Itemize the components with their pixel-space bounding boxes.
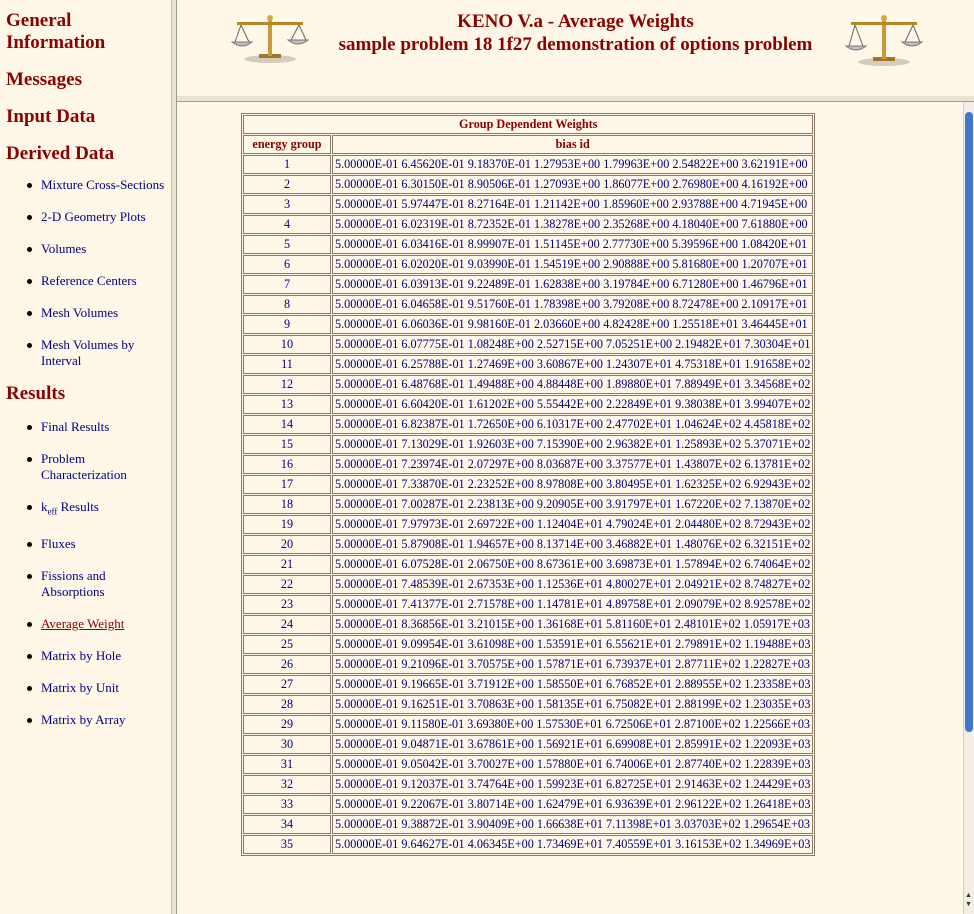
table-row xyxy=(243,495,813,514)
bias-weights-cell: 5.00000E-01 9.16251E-01 3.70863E+00 1.58135E+01 6.75082E+01 2.88199E+02 1.23035E+03 xyxy=(332,695,813,714)
energy-group-cell: 25 xyxy=(243,635,331,654)
table-row xyxy=(243,795,813,814)
energy-group-cell: 35 xyxy=(243,835,331,854)
energy-group-cell: 4 xyxy=(243,215,331,234)
nav-problem-characterization[interactable]: Problem Characterization xyxy=(0,451,171,483)
nav-reference-centers[interactable]: Reference Centers xyxy=(0,273,171,289)
energy-group-cell: 6 xyxy=(243,255,331,274)
content-frame xyxy=(177,102,963,914)
bias-weights-cell: 5.00000E-01 9.11580E-01 3.69380E+00 1.57530E+01 6.72506E+01 2.87100E+02 1.22566E+03 xyxy=(332,715,813,734)
table-row xyxy=(243,355,813,374)
nav-input-data[interactable]: Input Data xyxy=(6,106,96,127)
bias-weights-cell: 5.00000E-01 7.00287E-01 2.23813E+00 9.20905E+00 3.91797E+01 1.67220E+02 7.13870E+02 xyxy=(332,495,813,514)
bias-weights-cell: 5.00000E-01 6.45620E-01 9.18370E-01 1.27953E+00 1.79963E+00 2.54822E+00 3.62191E+00 xyxy=(332,155,813,174)
table-row xyxy=(243,375,813,394)
bias-weights-cell: 5.00000E-01 8.36856E-01 3.21015E+00 1.36168E+01 5.81160E+01 2.48101E+02 1.05917E+03 xyxy=(332,615,813,634)
column-header-energy-group: energy group xyxy=(243,135,331,154)
energy-group-cell: 17 xyxy=(243,475,331,494)
bias-weights-cell: 5.00000E-01 5.97447E-01 8.27164E-01 1.21142E+00 1.85960E+00 2.93788E+00 4.71945E+00 xyxy=(332,195,813,214)
energy-group-cell: 7 xyxy=(243,275,331,294)
table-row xyxy=(243,695,813,714)
nav-fissions-and-absorptions[interactable]: Fissions and Absorptions xyxy=(0,568,171,600)
bias-weights-cell: 5.00000E-01 7.41377E-01 2.71578E+00 1.14781E+01 4.89758E+01 2.09079E+02 8.92578E+02 xyxy=(332,595,813,614)
table-body xyxy=(243,155,813,854)
table-row xyxy=(243,435,813,454)
bias-weights-cell: 5.00000E-01 9.38872E-01 3.90409E+00 1.66638E+01 7.11398E+01 3.03703E+02 1.29654E+03 xyxy=(332,815,813,834)
table-row xyxy=(243,395,813,414)
nav-messages[interactable]: Messages xyxy=(6,69,82,90)
table-row xyxy=(243,715,813,734)
table-caption: Group Dependent Weights xyxy=(243,115,813,134)
bias-weights-cell: 5.00000E-01 6.30150E-01 8.90506E-01 1.27093E+00 1.86077E+00 2.76980E+00 4.16192E+00 xyxy=(332,175,813,194)
energy-group-cell: 15 xyxy=(243,435,331,454)
energy-group-cell: 24 xyxy=(243,615,331,634)
bias-weights-cell: 5.00000E-01 9.19665E-01 3.71912E+00 1.58550E+01 6.76852E+01 2.88955E+02 1.23358E+03 xyxy=(332,675,813,694)
banner-frame xyxy=(177,0,974,97)
bias-weights-cell: 5.00000E-01 9.21096E-01 3.70575E+00 1.57871E+01 6.73937E+01 2.87711E+02 1.22827E+03 xyxy=(332,655,813,674)
energy-group-cell: 33 xyxy=(243,795,331,814)
column-header-bias-id: bias id xyxy=(332,135,813,154)
scroll-up-arrow-icon[interactable]: ▲ xyxy=(965,891,972,899)
bias-weights-cell: 5.00000E-01 9.04871E-01 3.67861E+00 1.56921E+01 6.69908E+01 2.85991E+02 1.22093E+03 xyxy=(332,735,813,754)
bias-weights-cell: 5.00000E-01 9.64627E-01 4.06345E+00 1.73469E+01 7.40559E+01 3.16153E+02 1.34969E+03 xyxy=(332,835,813,854)
table-row xyxy=(243,535,813,554)
energy-group-cell: 10 xyxy=(243,335,331,354)
table-row xyxy=(243,595,813,614)
energy-group-cell: 20 xyxy=(243,535,331,554)
group-dependent-weights-table xyxy=(241,113,815,856)
energy-group-cell: 3 xyxy=(243,195,331,214)
table-row xyxy=(243,415,813,434)
nav-general-information[interactable]: General Information xyxy=(6,10,106,53)
bias-weights-cell: 5.00000E-01 6.03416E-01 8.99907E-01 1.51145E+00 2.77730E+00 5.39596E+00 1.08420E+01 xyxy=(332,235,813,254)
bias-weights-cell: 5.00000E-01 6.25788E-01 1.27469E+00 3.60867E+00 1.24307E+01 4.75318E+01 1.91658E+02 xyxy=(332,355,813,374)
balance-scale-icon xyxy=(845,12,923,68)
bias-weights-cell: 5.00000E-01 6.02020E-01 9.03990E-01 1.54519E+00 2.90888E+00 5.81680E+00 1.20707E+01 xyxy=(332,255,813,274)
table-row xyxy=(243,655,813,674)
energy-group-cell: 14 xyxy=(243,415,331,434)
energy-group-cell: 11 xyxy=(243,355,331,374)
nav-keff-results[interactable] xyxy=(0,499,171,520)
bias-weights-cell: 5.00000E-01 7.48539E-01 2.67353E+00 1.12536E+01 4.80027E+01 2.04921E+02 8.74827E+02 xyxy=(332,575,813,594)
table-row xyxy=(243,175,813,194)
energy-group-cell: 31 xyxy=(243,755,331,774)
nav-geometry-plots[interactable]: 2-D Geometry Plots xyxy=(0,209,171,225)
energy-group-cell: 22 xyxy=(243,575,331,594)
bias-weights-cell: 5.00000E-01 5.87908E-01 1.94657E+00 8.13714E+00 3.46882E+01 1.48076E+02 6.32151E+02 xyxy=(332,535,813,554)
energy-group-cell: 34 xyxy=(243,815,331,834)
table-row xyxy=(243,735,813,754)
bias-weights-cell: 5.00000E-01 6.82387E-01 1.72650E+00 6.10317E+00 2.47702E+01 1.04624E+02 4.45818E+02 xyxy=(332,415,813,434)
nav-average-weight[interactable]: Average Weight xyxy=(0,616,171,632)
energy-group-cell: 19 xyxy=(243,515,331,534)
nav-mesh-volumes[interactable]: Mesh Volumes xyxy=(0,305,171,321)
table-row xyxy=(243,635,813,654)
table-row xyxy=(243,555,813,574)
energy-group-cell: 8 xyxy=(243,295,331,314)
keff-k: k xyxy=(41,499,48,514)
energy-group-cell: 16 xyxy=(243,455,331,474)
nav-derived-data[interactable]: Derived Data xyxy=(6,143,115,164)
energy-group-cell: 28 xyxy=(243,695,331,714)
bias-weights-cell: 5.00000E-01 9.09954E-01 3.61098E+00 1.53591E+01 6.55621E+01 2.79891E+02 1.19488E+03 xyxy=(332,635,813,654)
table-row xyxy=(243,155,813,174)
energy-group-cell: 21 xyxy=(243,555,331,574)
banner-title: KENO V.a - Average Weights xyxy=(457,11,694,32)
table-row xyxy=(243,255,813,274)
nav-volumes[interactable]: Volumes xyxy=(0,241,171,257)
energy-group-cell: 9 xyxy=(243,315,331,334)
energy-group-cell: 26 xyxy=(243,655,331,674)
bias-weights-cell: 5.00000E-01 9.22067E-01 3.80714E+00 1.62479E+01 6.93639E+01 2.96122E+02 1.26418E+03 xyxy=(332,795,813,814)
banner-subtitle: sample problem 18 1f27 demonstration of options problem xyxy=(338,34,813,55)
bias-weights-cell: 5.00000E-01 9.05042E-01 3.70027E+00 1.57880E+01 6.74006E+01 2.87740E+02 1.22839E+03 xyxy=(332,755,813,774)
bias-weights-cell: 5.00000E-01 9.12037E-01 3.74764E+00 1.59923E+01 6.82725E+01 2.91463E+02 1.24429E+03 xyxy=(332,775,813,794)
bias-weights-cell: 5.00000E-01 6.04658E-01 9.51760E-01 1.78398E+00 3.79208E+00 8.72478E+00 2.10917E+01 xyxy=(332,295,813,314)
bias-weights-cell: 5.00000E-01 6.06036E-01 9.98160E-01 2.03660E+00 4.82428E+00 1.25518E+01 3.46445E+01 xyxy=(332,315,813,334)
energy-group-cell: 1 xyxy=(243,155,331,174)
table-row xyxy=(243,315,813,334)
bias-weights-cell: 5.00000E-01 6.48768E-01 1.49488E+00 4.88448E+00 1.89880E+01 7.88949E+01 3.34568E+02 xyxy=(332,375,813,394)
nav-matrix-by-array[interactable]: Matrix by Array xyxy=(0,712,171,728)
energy-group-cell: 13 xyxy=(243,395,331,414)
table-row xyxy=(243,335,813,354)
energy-group-cell: 27 xyxy=(243,675,331,694)
energy-group-cell: 30 xyxy=(243,735,331,754)
nav-final-results[interactable]: Final Results xyxy=(0,419,171,435)
bias-weights-cell: 5.00000E-01 6.07775E-01 1.08248E+00 2.52715E+00 7.05251E+00 2.19482E+01 7.30304E+01 xyxy=(332,335,813,354)
table-row xyxy=(243,215,813,234)
table-row xyxy=(243,575,813,594)
keff-subscript: eff xyxy=(47,506,58,517)
nav-fluxes[interactable]: Fluxes xyxy=(0,536,171,552)
nav-mixture-cross-sections[interactable]: Mixture Cross-Sections xyxy=(0,177,171,193)
table-row xyxy=(243,295,813,314)
bias-weights-cell: 5.00000E-01 7.23974E-01 2.07297E+00 8.03687E+00 3.37577E+01 1.43807E+02 6.13781E+02 xyxy=(332,455,813,474)
bias-weights-cell: 5.00000E-01 6.02319E-01 8.72352E-01 1.38278E+00 2.35268E+00 4.18040E+00 7.61880E+00 xyxy=(332,215,813,234)
table-row xyxy=(243,615,813,634)
table-row xyxy=(243,775,813,794)
bias-weights-cell: 5.00000E-01 7.97973E-01 2.69722E+00 1.12404E+01 4.79024E+01 2.04480E+02 8.72943E+02 xyxy=(332,515,813,534)
table-row xyxy=(243,755,813,774)
bias-weights-cell: 5.00000E-01 6.03913E-01 9.22489E-01 1.62838E+00 3.19784E+00 6.71280E+00 1.46796E+01 xyxy=(332,275,813,294)
nav-matrix-by-unit[interactable]: Matrix by Unit xyxy=(0,680,171,696)
scroll-down-arrow-icon[interactable]: ▼ xyxy=(965,900,972,908)
table-row xyxy=(243,835,813,854)
table-row xyxy=(243,275,813,294)
nav-results[interactable]: Results xyxy=(6,383,66,404)
vertical-scrollbar[interactable] xyxy=(963,102,974,914)
derived-data-list xyxy=(0,177,171,369)
table-row xyxy=(243,195,813,214)
energy-group-cell: 12 xyxy=(243,375,331,394)
energy-group-cell: 2 xyxy=(243,175,331,194)
bias-weights-cell: 5.00000E-01 7.13029E-01 1.92603E+00 7.15390E+00 2.96382E+01 1.25893E+02 5.37071E+02 xyxy=(332,435,813,454)
bias-weights-cell: 5.00000E-01 6.07528E-01 2.06750E+00 8.67361E+00 3.69873E+01 1.57894E+02 6.74064E+02 xyxy=(332,555,813,574)
table-row xyxy=(243,475,813,494)
nav-matrix-by-hole[interactable]: Matrix by Hole xyxy=(0,648,171,664)
nav-mesh-volumes-by-interval[interactable]: Mesh Volumes by Interval xyxy=(0,337,171,369)
table-row xyxy=(243,515,813,534)
energy-group-cell: 18 xyxy=(243,495,331,514)
table-row xyxy=(243,675,813,694)
keff-label: Results xyxy=(57,499,99,514)
results-list xyxy=(0,419,171,728)
energy-group-cell: 23 xyxy=(243,595,331,614)
energy-group-cell: 32 xyxy=(243,775,331,794)
navigation-frame xyxy=(0,0,171,914)
scrollbar-thumb[interactable] xyxy=(965,112,973,732)
energy-group-cell: 29 xyxy=(243,715,331,734)
energy-group-cell: 5 xyxy=(243,235,331,254)
table-row xyxy=(243,455,813,474)
bias-weights-cell: 5.00000E-01 6.60420E-01 1.61202E+00 5.55442E+00 2.22849E+01 9.38038E+01 3.99407E+02 xyxy=(332,395,813,414)
table-row xyxy=(243,235,813,254)
table-row xyxy=(243,815,813,834)
bias-weights-cell: 5.00000E-01 7.33870E-01 2.23252E+00 8.97808E+00 3.80495E+01 1.62325E+02 6.92943E+02 xyxy=(332,475,813,494)
